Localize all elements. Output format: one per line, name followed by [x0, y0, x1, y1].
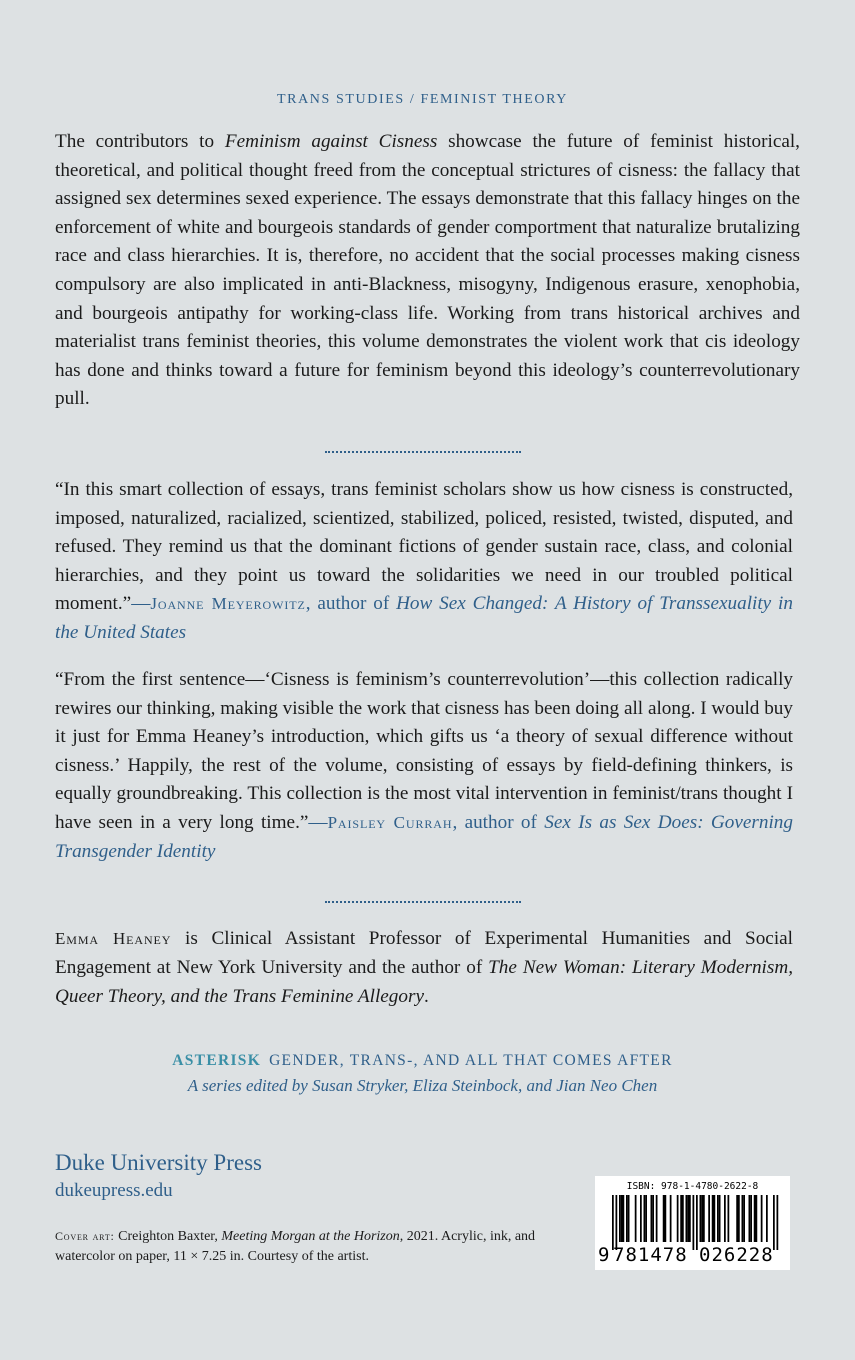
quote-author-work: How Sex Changed: A History of Transsexuality in the United States	[55, 593, 793, 643]
cover-art-title: Meeting Morgan at the Horizon	[221, 1229, 400, 1244]
barcode-bar	[644, 1195, 646, 1242]
barcode-bar	[663, 1195, 665, 1242]
barcode-bar	[743, 1195, 745, 1242]
barcode-bar	[742, 1195, 744, 1242]
quote-text: “From the first sentence—‘Cisness is feminism’s counterrevolution’—this collection radically rewires our thinking, making visible the work that cisness has been doing all along. I would buy it just for Emma Heaney’s introduction, which gifts us ‘a theory of sexual difference without cisness.’ Happily, the rest of the volume, consisting of essays by field-defining thinkers, is equally groundbreaking. This collection is the most vital intervention in feminist/trans thought I have seen in a very long time.”	[55, 669, 793, 833]
barcode-bar	[696, 1195, 698, 1250]
quote-author-role: , author of	[452, 811, 545, 833]
quote-dash: —	[131, 593, 151, 615]
barcode-bar	[777, 1195, 779, 1250]
barcode-bar	[680, 1195, 682, 1242]
publisher-name: Duke University Press	[55, 1150, 262, 1175]
barcode-bar	[728, 1195, 730, 1242]
summary-text-start: The contributors to	[55, 131, 225, 152]
barcode-bar	[651, 1195, 653, 1242]
quote-dash: —	[308, 811, 328, 833]
isbn-barcode	[595, 1176, 790, 1270]
barcode-bar	[619, 1195, 621, 1242]
barcode-bar	[738, 1195, 740, 1242]
editor-name: Emma Heaney	[55, 929, 172, 948]
barcode-bar	[756, 1195, 758, 1242]
book-summary	[55, 128, 800, 414]
editor-book-title: The New Woman: Literary Modernism, Queer Theory, and the Trans Feminine Allegory	[55, 957, 793, 1007]
cover-art-label: Cover art:	[55, 1229, 115, 1243]
barcode-bar	[689, 1195, 691, 1242]
ean-right-digits: 026228	[699, 1244, 774, 1266]
barcode-bar	[700, 1195, 702, 1242]
quote-author: Joanne Meyerowitz	[150, 594, 306, 614]
barcode-bar	[736, 1195, 738, 1242]
barcode-bar	[750, 1195, 752, 1242]
bio-text-end: .	[423, 986, 429, 1007]
barcode-bar	[724, 1195, 726, 1242]
endorsement-quote	[55, 666, 793, 866]
series-block	[0, 1052, 845, 1096]
barcode-bar	[623, 1195, 625, 1242]
cover-art-details: , 2021. Acrylic, ink, and watercolor on paper, 11 × 7.25 in. Courtesy of the artist.	[55, 1229, 536, 1264]
barcode-bar	[640, 1195, 642, 1242]
barcode-bar	[714, 1195, 716, 1242]
barcode-bar	[616, 1195, 618, 1250]
dotted-divider	[325, 901, 521, 903]
category-label: TRANS STUDIES / FEMINIST THEORY	[277, 92, 568, 107]
series-editors: A series edited by Susan Stryker, Eliza Steinbock, and Jian Neo Chen	[187, 1076, 658, 1095]
dotted-divider	[325, 451, 521, 453]
barcode-bar	[703, 1195, 705, 1242]
barcode-bar	[701, 1195, 703, 1242]
barcode-bar	[645, 1195, 647, 1242]
summary-book-title: Feminism against Cisness	[224, 131, 438, 152]
barcode-bar	[670, 1195, 672, 1242]
barcode-bar	[749, 1195, 751, 1242]
barcode-bar	[766, 1195, 768, 1242]
publisher-website[interactable]: dukeupress.edu	[55, 1180, 173, 1201]
barcode-bar	[687, 1195, 689, 1242]
quote-text: “In this smart collection of essays, trans feminist scholars show us how cisness is constructed, imposed, naturalized, racialized, scientized, stabilized, policed, resisted, twisted, disputed, and refused. They remind us that the dominant fictions of gender sustain race, class, and colonial hierarchies, and they point us toward the solidarities we need in our troubled political moment.”	[55, 479, 793, 615]
editor-bio	[55, 924, 793, 1011]
barcode-bar	[719, 1195, 721, 1242]
barcode-bar	[682, 1195, 684, 1242]
publisher-block	[55, 1150, 262, 1202]
quote-author-work: Sex Is as Sex Does: Governing Transgender Identity	[55, 811, 793, 862]
barcode-bar	[717, 1195, 719, 1242]
barcode-bar	[712, 1195, 714, 1242]
cover-art-artist: Creighton Baxter,	[114, 1229, 222, 1244]
barcode-bar	[628, 1195, 630, 1242]
series-subtitle: GENDER, TRANS-, AND ALL THAT COMES AFTER	[269, 1052, 673, 1069]
isbn-label: ISBN: 978-1-4780-2622-8	[626, 1181, 759, 1192]
cover-art-credit	[55, 1226, 555, 1267]
quote-author-role: , author of	[305, 593, 397, 615]
ean-left-digits: 781478	[613, 1244, 688, 1266]
barcode-bar	[773, 1195, 775, 1250]
quote-author: Paisley Currah	[327, 812, 453, 832]
bio-text: is Clinical Assistant Professor of Experimental Humanities and Social Engagement at New York University and the author of	[55, 928, 793, 978]
barcode-bar	[626, 1195, 628, 1242]
barcode-bar	[656, 1195, 658, 1242]
barcode-bar	[665, 1195, 667, 1242]
barcode-bar	[761, 1195, 763, 1242]
barcode-bar	[621, 1195, 623, 1242]
barcode-bar	[612, 1195, 614, 1250]
summary-text-rest: showcase the future of feminist historical, theoretical, and political thought freed from the conceptual strictures of cisness: the fallacy that assigned sex determines sexed experience. The essays demonstrate that this fallacy hinges on the enforcement of white and bourgeois standards of gender comportment that naturalize brutalizing race and class hierarchies. It is, therefore, no accident that the social processes making cisness compulsory are also implicated in anti-Blackness, misogyny, Indigenous erasure, xenophobia, and bourgeois antipathy for working-class life. Working from trans historical archives and materialist trans feminist theories, this volume demonstrates the violent work that cis ideology has done and thinks toward a future for feminism beyond this ideology’s counterrevolutionary pull.	[55, 131, 800, 410]
endorsement-quote	[55, 476, 793, 648]
barcode-bar	[754, 1195, 756, 1242]
ean-first-digit: 9	[598, 1244, 610, 1266]
barcode-bar	[686, 1195, 688, 1242]
series-name: ASTERISK	[172, 1052, 262, 1069]
barcode-bar	[693, 1195, 695, 1250]
series-title-line	[0, 1052, 845, 1070]
barcode-bar	[652, 1195, 654, 1242]
barcode-bar	[677, 1195, 679, 1242]
barcode-bar	[635, 1195, 637, 1242]
barcode-bar	[708, 1195, 710, 1242]
